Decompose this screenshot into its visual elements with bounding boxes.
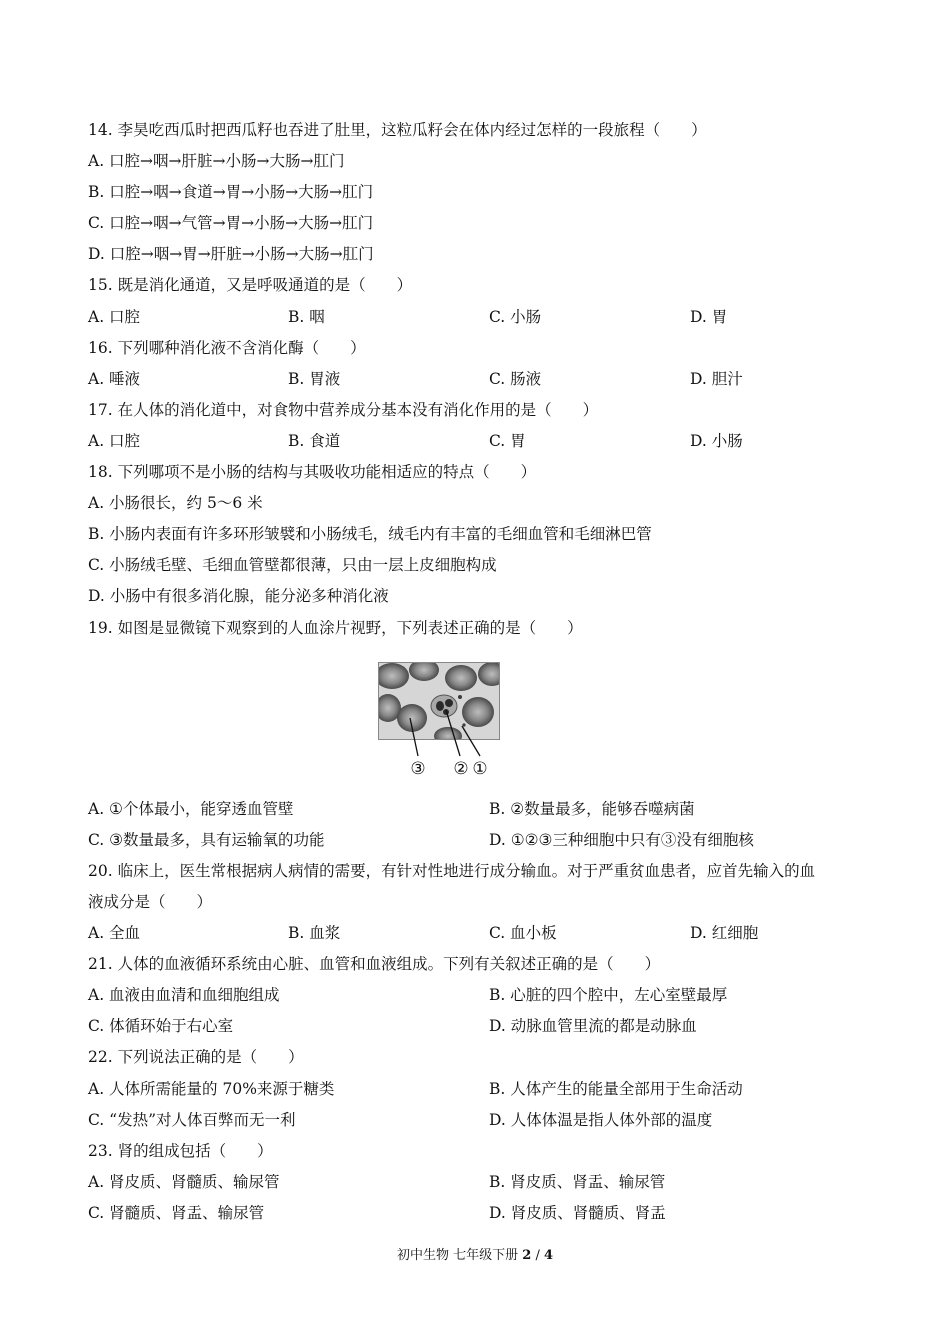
question-18-option-d: D. 小肠中有很多消化腺，能分泌多种消化液 (88, 587, 389, 605)
question-17-options (88, 427, 878, 455)
question-14-option-b: B. 口腔→咽→食道→胃→小肠→大肠→肛门 (88, 183, 374, 201)
question-22-stem: 22. 下列说法正确的是（ ） (88, 1048, 304, 1066)
question-22-options-row-1 (88, 1075, 878, 1103)
question-15-option-b: B. 咽 (288, 308, 325, 326)
question-20-option-d: D. 红细胞 (690, 924, 759, 942)
question-21-option-d: D. 动脉血管里流的都是动脉血 (489, 1017, 697, 1035)
question-21-option-b: B. 心脏的四个腔中，左心室壁最厚 (489, 986, 728, 1004)
footer-separator: / (535, 1248, 540, 1263)
footer-course: 初中生物 七年级下册 (396, 1248, 519, 1263)
question-20-option-c: C. 血小板 (489, 924, 557, 942)
question-20-option-a: A. 全血 (88, 924, 141, 942)
question-16-options (88, 365, 878, 393)
question-15-options (88, 303, 878, 331)
footer-page-number: 2 (522, 1248, 532, 1263)
figure-label-1: ① (472, 759, 488, 779)
red-blood-cell (445, 665, 477, 691)
question-16-option-a: A. 唾液 (88, 370, 141, 388)
question-14-option-d: D. 口腔→咽→胃→肝脏→小肠→大肠→肛门 (88, 245, 374, 263)
question-15-option-a: A. 口腔 (88, 308, 141, 326)
white-blood-cell-nucleus (436, 701, 444, 711)
platelet (458, 695, 462, 699)
question-17-option-c: C. 胃 (489, 432, 526, 450)
question-20-option-b: B. 血浆 (288, 924, 341, 942)
red-blood-cell (462, 697, 494, 727)
question-23-option-a: A. 肾皮质、肾髓质、输尿管 (88, 1173, 280, 1191)
question-15-option-c: C. 小肠 (489, 308, 542, 326)
question-22-option-d: D. 人体体温是指人体外部的温度 (489, 1111, 713, 1129)
question-15-stem: 15. 既是消化通道，又是呼吸通道的是（ ） (88, 276, 413, 294)
question-16-stem: 16. 下列哪种消化液不含消化酶（ ） (88, 339, 366, 357)
platelet (462, 723, 465, 726)
question-14-option-c: C. 口腔→咽→气管→胃→小肠→大肠→肛门 (88, 214, 374, 232)
question-21-options-row-1 (88, 981, 878, 1009)
question-23-option-d: D. 肾皮质、肾髓质、肾盂 (489, 1204, 666, 1222)
question-22-option-c: C. “发热”对人体百弊而无一利 (88, 1111, 296, 1129)
question-18-option-c: C. 小肠绒毛壁、毛细血管壁都很薄，只由一层上皮细胞构成 (88, 556, 497, 574)
question-23-option-c: C. 肾髓质、肾盂、输尿管 (88, 1204, 265, 1222)
page-footer (0, 1246, 950, 1266)
red-blood-cell (434, 727, 462, 745)
question-23-options-row-2 (88, 1199, 878, 1227)
question-17-stem: 17. 在人体的消化道中，对食物中营养成分基本没有消化作用的是（ ） (88, 401, 599, 419)
question-22-options-row-2 (88, 1106, 878, 1134)
question-21-stem: 21. 人体的血液循环系统由心脏、血管和血液组成。下列有关叙述正确的是（ ） (88, 955, 661, 973)
question-23-options-row-1 (88, 1168, 878, 1196)
question-16-option-d: D. 胆汁 (690, 370, 743, 388)
question-20-options (88, 919, 878, 947)
question-19-option-a: A. ①个体最小，能穿透血管壁 (88, 800, 294, 818)
question-20-stem-line-2: 液成分是（ ） (88, 893, 213, 911)
question-16-option-c: C. 肠液 (489, 370, 542, 388)
question-21-option-c: C. 体循环始于右心室 (88, 1017, 234, 1035)
blood-smear-figure (378, 662, 502, 780)
question-20-stem-line-1: 20. 临床上，医生常根据病人病情的需要，有针对性地进行成分输血。对于严重贫血患者，应首先输入的血 (88, 862, 816, 880)
question-15-option-d: D. 胃 (690, 308, 728, 326)
question-21-options-row-2 (88, 1012, 878, 1040)
question-17-option-d: D. 小肠 (690, 432, 743, 450)
question-17-option-a: A. 口腔 (88, 432, 141, 450)
question-14-stem: 14. 李昊吃西瓜时把西瓜籽也吞进了肚里，这粒瓜籽会在体内经过怎样的一段旅程（ ） (88, 121, 707, 139)
question-17-option-b: B. 食道 (288, 432, 341, 450)
figure-label-2: ② (453, 759, 469, 779)
question-23-option-b: B. 肾皮质、肾盂、输尿管 (489, 1173, 666, 1191)
question-18-stem: 18. 下列哪项不是小肠的结构与其吸收功能相适应的特点（ ） (88, 463, 537, 481)
question-16-option-b: B. 胃液 (288, 370, 341, 388)
white-blood-cell-nucleus (445, 699, 453, 707)
footer-page-total: 4 (543, 1248, 554, 1263)
question-19-option-c: C. ③数量最多，具有运输氧的功能 (88, 831, 325, 849)
question-19-options-row-2 (88, 826, 878, 854)
question-21-option-a: A. 血液由血清和血细胞组成 (88, 986, 280, 1004)
question-23-stem: 23. 肾的组成包括（ ） (88, 1142, 273, 1160)
question-19-option-d: D. ①②③三种细胞中只有③没有细胞核 (489, 831, 754, 849)
figure-label-3: ③ (410, 759, 426, 779)
blood-smear-micrograph (378, 662, 502, 780)
question-19-option-b: B. ②数量最多，能够吞噬病菌 (489, 800, 695, 818)
question-19-options-row-1 (88, 795, 878, 823)
question-18-option-a: A. 小肠很长，约 5～6 米 (88, 494, 263, 512)
question-19-stem: 19. 如图是显微镜下观察到的人血涂片视野，下列表述正确的是（ ） (88, 619, 583, 637)
question-22-option-b: B. 人体产生的能量全部用于生命活动 (489, 1080, 743, 1098)
question-18-option-b: B. 小肠内表面有许多环形皱襞和小肠绒毛，绒毛内有丰富的毛细血管和毛细淋巴管 (88, 525, 652, 543)
question-22-option-a: A. 人体所需能量的 70%来源于糖类 (88, 1080, 335, 1098)
question-14-option-a: A. 口腔→咽→肝脏→小肠→大肠→肛门 (88, 152, 345, 170)
